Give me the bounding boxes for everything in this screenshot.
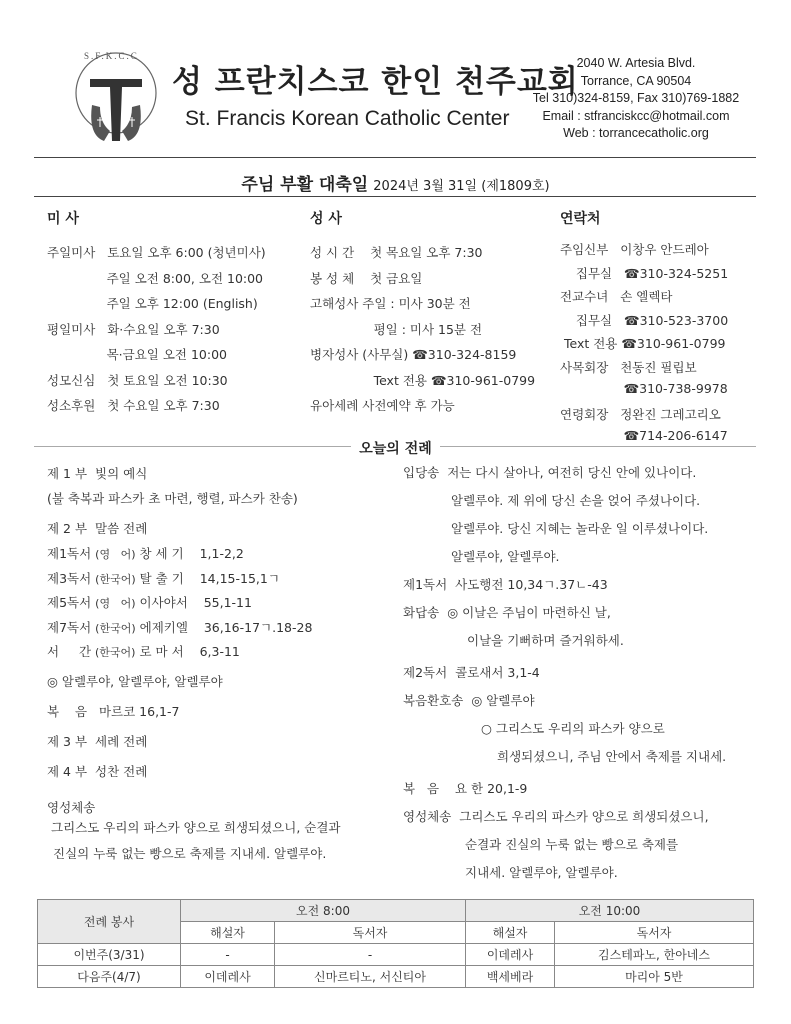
lector-cell: 김스테파노, 한아네스 bbox=[555, 944, 754, 966]
address-city: Torrance, CA 90504 bbox=[580, 73, 692, 88]
sacrament-line: Text 전용 ☎310-961-0799 bbox=[310, 372, 536, 388]
communion-title: 영성체송 bbox=[47, 800, 96, 815]
reading-label: 제5독서 bbox=[47, 595, 92, 610]
address-block bbox=[522, 55, 750, 143]
reading-book: 이사야서 bbox=[139, 595, 188, 610]
communion-row bbox=[403, 807, 763, 835]
contact-line: ☎310-738-9978 bbox=[560, 381, 728, 396]
liturgy-left-column bbox=[47, 464, 397, 868]
issue-date: 2024년 3월 31일 (제1809호) bbox=[373, 179, 550, 194]
communion-label: 영성체송 bbox=[403, 809, 452, 824]
sacrament-line: 봉 성 체 첫 금요일 bbox=[310, 270, 423, 286]
email[interactable]: Email : stfranciskcc@hotmail.com bbox=[542, 108, 730, 123]
sacrament-schedule bbox=[310, 243, 535, 422]
liturgy-right-column bbox=[403, 463, 763, 891]
sacrament-line: 고해성사 주일 : 미사 30분 전 bbox=[310, 296, 471, 311]
issue-divider bbox=[34, 196, 756, 197]
contact-line: Text 전용 ☎310-961-0799 bbox=[560, 336, 726, 351]
logo-text: S.F.K.C.C bbox=[84, 51, 139, 61]
psalm-text: ◎ 이날은 주님이 마련하신 날, bbox=[447, 605, 611, 620]
liturgy-title bbox=[0, 438, 791, 458]
reading-row bbox=[47, 642, 397, 672]
contact-line: 집무실 ☎310-324-5251 bbox=[560, 265, 729, 281]
part2-title: 제 2 부 말씀 전례 bbox=[47, 521, 148, 536]
church-logo bbox=[70, 45, 162, 157]
header-divider bbox=[34, 157, 756, 158]
website[interactable]: Web : torrancecatholic.org bbox=[563, 126, 709, 140]
communion-text: 순결과 진실의 누룩 없는 빵으로 축제를 bbox=[465, 837, 679, 852]
mass-line: 목·금요일 오전 10:00 bbox=[47, 347, 227, 362]
first-reading-label: 제1독서 bbox=[403, 577, 448, 592]
phone-fax: Tel 310)324-8159, Fax 310)769-1882 bbox=[532, 91, 740, 105]
reading-label: 제3독서 bbox=[47, 570, 92, 586]
gospel-acclamation-text: 희생되셨으니, 주님 안에서 축제를 지내세. bbox=[497, 749, 727, 764]
reading-ref: 1,1-2,2 bbox=[199, 546, 244, 561]
second-reading-ref: 콜로새서 3,1-4 bbox=[455, 665, 540, 680]
communion-text: 진실의 누룩 없는 빵으로 축제를 지내세. 알렐루야. bbox=[53, 846, 327, 861]
lector-header: 독서자 bbox=[555, 922, 754, 944]
gospel-acclamation-text: ○ 그리스도 우리의 파스카 양으로 bbox=[481, 721, 665, 736]
commentator-header: 해설자 bbox=[466, 922, 555, 944]
part1-title: 제 1 부 빛의 예식 bbox=[47, 466, 148, 481]
ministry-table bbox=[37, 899, 754, 988]
psalm-text: 이날을 기뻐하며 즐거워하세. bbox=[467, 633, 624, 648]
church-name-english: St. Francis Korean Catholic Center bbox=[185, 107, 510, 130]
reading-label: 제1독서 bbox=[47, 546, 92, 561]
week-cell: 이번주(3/31) bbox=[38, 944, 181, 966]
reading-book: 에제키엘 bbox=[139, 619, 188, 635]
part4-title: 제 4 부 성찬 전례 bbox=[47, 764, 148, 779]
alleluia-line: ◎ 알렐루야, 알렐루야, 알렐루야 bbox=[47, 674, 223, 689]
gospel-acclamation-label: 복음환호송 bbox=[403, 693, 464, 708]
entrance-text: 알렐루야. 당신 지혜는 놀라운 일 이루셨나이다. bbox=[451, 521, 709, 536]
table-row bbox=[38, 944, 754, 966]
mass-schedule bbox=[47, 243, 266, 422]
psalm-label: 화답송 bbox=[403, 605, 440, 620]
sacrament-line: 성 시 간 첫 목요일 오후 7:30 bbox=[310, 245, 483, 260]
reading-row bbox=[47, 593, 397, 618]
reading-row bbox=[47, 569, 397, 594]
contact-list bbox=[560, 240, 728, 452]
mass-line: 주일미사 토요일 오후 6:00 (청년미사) bbox=[47, 245, 266, 260]
first-reading-ref: 사도행전 10,34ㄱ.37ㄴ-43 bbox=[455, 577, 608, 592]
mass-line: 주일 오후 12:00 (English) bbox=[47, 296, 258, 311]
contact-line: 사목회장 천동진 필립보 bbox=[560, 359, 697, 375]
table-row bbox=[38, 966, 754, 988]
second-reading-label: 제2독서 bbox=[403, 665, 448, 680]
issue-heading bbox=[0, 170, 791, 195]
lector-cell: 마리아 5반 bbox=[555, 966, 754, 988]
contact-line: 집무실 ☎310-523-3700 bbox=[560, 312, 729, 328]
address-street: 2040 W. Artesia Blvd. bbox=[576, 56, 696, 70]
contact-line: 전교수녀 손 엘렉타 bbox=[560, 289, 673, 304]
sacrament-line: 평일 : 미사 15분 전 bbox=[310, 321, 483, 337]
gospel-ref: 요 한 20,1-9 bbox=[454, 781, 528, 796]
mass-10am-header: 오전 10:00 bbox=[466, 900, 754, 922]
liturgy-title-text: 오늘의 전례 bbox=[351, 441, 440, 457]
week-cell: 다음주(4/7) bbox=[38, 966, 181, 988]
lector-header: 독서자 bbox=[275, 922, 466, 944]
gospel-line: 복 음 마르코 16,1-7 bbox=[47, 704, 180, 719]
contact-line: ☎714-206-6147 bbox=[560, 428, 728, 443]
mass-8am-header: 오전 8:00 bbox=[181, 900, 466, 922]
lector-cell: 신마르티노, 서신티아 bbox=[275, 966, 466, 988]
contact-line: 주임신부 이창우 안드레아 bbox=[560, 242, 709, 257]
reading-row bbox=[47, 544, 397, 569]
reading-language: (한국어) bbox=[95, 621, 136, 635]
commentator-cell: 이데레사 bbox=[466, 944, 555, 966]
communion-text: 지내세. 알렐루야, 알렐루야. bbox=[465, 865, 618, 880]
entrance-text: 저는 다시 살아나, 여전히 당신 안에 있나이다. bbox=[447, 465, 697, 480]
gospel-acclamation-text: ◎ 알렐루야 bbox=[471, 693, 535, 708]
sacrament-heading: 성 사 bbox=[310, 211, 342, 227]
commentator-cell: 백세베라 bbox=[466, 966, 555, 988]
reading-language: (한국어) bbox=[95, 572, 136, 586]
reading-row bbox=[47, 618, 397, 643]
reading-ref: 36,16-17ㄱ.18-28 bbox=[203, 619, 313, 635]
reading-language: (영 어) bbox=[95, 597, 136, 610]
reading-label: 제7독서 bbox=[47, 619, 92, 635]
reading-book: 창 세 기 bbox=[139, 546, 184, 561]
communion-text: 그리스도 우리의 파스카 양으로 희생되셨으니, 순결과 bbox=[51, 820, 341, 835]
reading-language: (한국어) bbox=[95, 646, 136, 659]
mass-line: 성모신심 첫 토요일 오전 10:30 bbox=[47, 372, 228, 388]
gospel-label: 복 음 bbox=[403, 781, 440, 796]
reading-language: (영 어) bbox=[95, 548, 136, 561]
table-header-row bbox=[38, 900, 754, 922]
gospel-acclamation-row bbox=[403, 691, 763, 719]
entrance-text: 알렐루야, 알렐루야. bbox=[451, 549, 560, 564]
feast-title: 주님 부활 대축일 bbox=[241, 175, 369, 195]
reading-book: 탈 출 기 bbox=[139, 570, 184, 586]
commentator-cell: - bbox=[181, 944, 275, 966]
commentator-header: 해설자 bbox=[181, 922, 275, 944]
reading-ref: 55,1-11 bbox=[203, 595, 252, 610]
first-reading-row bbox=[403, 575, 763, 603]
mass-line: 주일 오전 8:00, 오전 10:00 bbox=[47, 270, 264, 286]
sacrament-line: 병자성사 (사무실) ☎310-324-8159 bbox=[310, 347, 517, 362]
part3-title: 제 3 부 세례 전례 bbox=[47, 734, 148, 749]
church-name-korean: 성 프란치스코 한인 천주교회 bbox=[172, 64, 579, 100]
contact-heading: 연락처 bbox=[560, 211, 601, 227]
gospel-row bbox=[403, 779, 763, 807]
entrance-label: 입당송 bbox=[403, 465, 440, 480]
mass-line: 성소후원 첫 수요일 오후 7:30 bbox=[47, 398, 220, 413]
second-reading-row bbox=[403, 663, 763, 691]
mass-heading: 미 사 bbox=[47, 211, 79, 227]
reading-book: 로 마 서 bbox=[139, 644, 184, 659]
reading-label: 서 간 bbox=[47, 644, 92, 659]
psalm-row bbox=[403, 603, 763, 631]
table-corner-cell: 전례 봉사 bbox=[38, 900, 181, 944]
reading-ref: 14,15-15,1ㄱ bbox=[199, 570, 280, 586]
sacrament-line: 유아세례 사전예약 후 가능 bbox=[310, 398, 455, 413]
reading-ref: 6,3-11 bbox=[199, 644, 240, 659]
commentator-cell: 이데레사 bbox=[181, 966, 275, 988]
entrance-text: 알렐루야. 제 위에 당신 손을 얹어 주셨나이다. bbox=[451, 493, 701, 508]
contact-line: 연령회장 정완진 그레고리오 bbox=[560, 406, 721, 422]
mass-line: 평일미사 화·수요일 오후 7:30 bbox=[47, 321, 220, 337]
communion-text: 그리스도 우리의 파스카 양으로 희생되셨으니, bbox=[459, 809, 709, 824]
lector-cell: - bbox=[275, 944, 466, 966]
entrance-row bbox=[403, 463, 763, 491]
part1-description: (불 축복과 파스카 초 마련, 행렬, 파스카 찬송) bbox=[47, 491, 298, 506]
